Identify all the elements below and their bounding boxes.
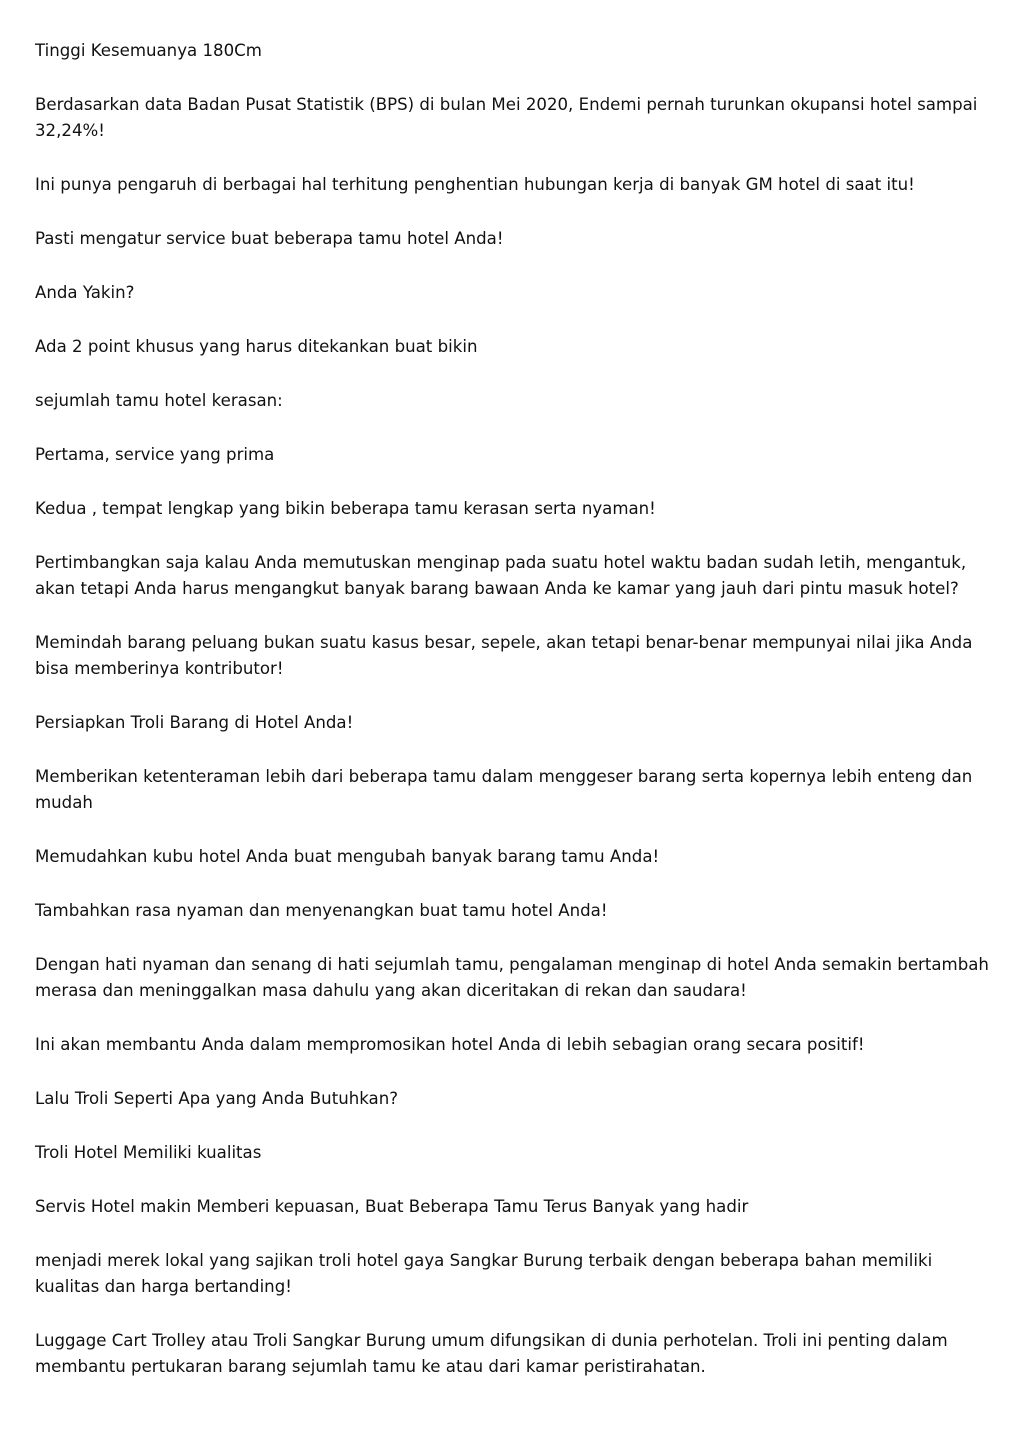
paragraph: Persiapkan Troli Barang di Hotel Anda! (35, 713, 354, 732)
paragraph: Dengan hati nyaman dan senang di hati sejumlah tamu, pengalaman menginap di hotel Anda semakin bertambah merasa dan meninggalkan masa dahulu yang akan diceritakan di rekan dan saudara! (35, 955, 989, 1000)
paragraph: sejumlah tamu hotel kerasan: (35, 391, 283, 410)
paragraph: Memindah barang peluang bukan suatu kasus besar, sepele, akan tetapi benar-benar mempunyai nilai jika Anda bisa memberinya kontributor! (35, 633, 973, 678)
paragraph: Luggage Cart Trolley atau Troli Sangkar Burung umum difungsikan di dunia perhotelan. Troli ini penting dalam membantu pertukaran barang sejumlah tamu ke atau dari kamar peristirahatan. (35, 1331, 948, 1376)
paragraph: Lalu Troli Seperti Apa yang Anda Butuhkan? (35, 1089, 399, 1108)
paragraph: Ada 2 point khusus yang harus ditekankan buat bikin (35, 337, 478, 356)
paragraph: Servis Hotel makin Memberi kepuasan, Buat Beberapa Tamu Terus Banyak yang hadir (35, 1197, 749, 1216)
paragraph: Troli Hotel Memiliki kualitas (35, 1143, 262, 1162)
paragraph: Pertama, service yang prima (35, 445, 275, 464)
paragraph: Berdasarkan data Badan Pusat Statistik (BPS) di bulan Mei 2020, Endemi pernah turunkan okupansi hotel sampai 32,24%! (35, 95, 978, 140)
paragraph: Tambahkan rasa nyaman dan menyenangkan buat tamu hotel Anda! (35, 901, 608, 920)
paragraph: menjadi merek lokal yang sajikan troli hotel gaya Sangkar Burung terbaik dengan beberapa bahan memiliki kualitas dan harga bertanding! (35, 1251, 933, 1296)
document-body (35, 38, 990, 1408)
paragraph: Tinggi Kesemuanya 180Cm (35, 41, 262, 60)
paragraph: Ini punya pengaruh di berbagai hal terhitung penghentian hubungan kerja di banyak GM hotel di saat itu! (35, 175, 915, 194)
paragraph: Ini akan membantu Anda dalam mempromosikan hotel Anda di lebih sebagian orang secara positif! (35, 1035, 865, 1054)
paragraph: Pasti mengatur service buat beberapa tamu hotel Anda! (35, 229, 504, 248)
paragraph: Anda Yakin? (35, 283, 135, 302)
paragraph: Memudahkan kubu hotel Anda buat mengubah banyak barang tamu Anda! (35, 847, 660, 866)
paragraph: Kedua , tempat lengkap yang bikin beberapa tamu kerasan serta nyaman! (35, 499, 656, 518)
paragraph: Pertimbangkan saja kalau Anda memutuskan menginap pada suatu hotel waktu badan sudah letih, mengantuk, akan tetapi Anda harus mengangkut banyak barang bawaan Anda ke kamar yang jauh dari pintu masuk hotel? (35, 553, 967, 598)
paragraph: Memberikan ketenteraman lebih dari beberapa tamu dalam menggeser barang serta kopernya lebih enteng dan mudah (35, 767, 973, 812)
